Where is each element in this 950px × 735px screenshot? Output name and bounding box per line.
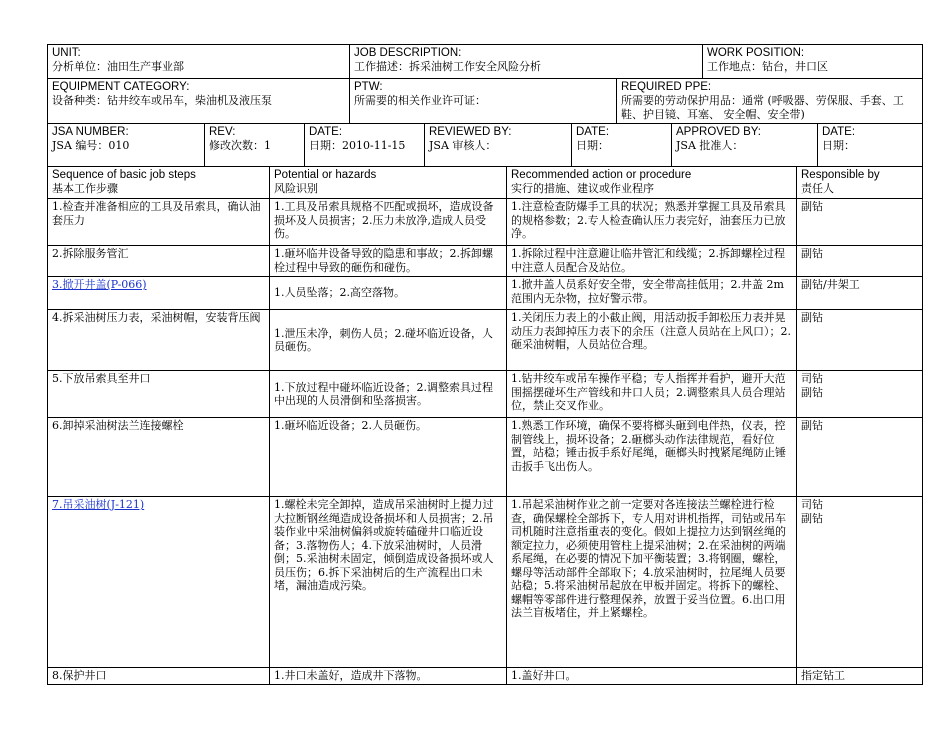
review-date-cell [572,124,672,167]
step-cell: 8.保护井口 [48,668,270,685]
responsible-cell: 指定钻工 [797,668,923,685]
review-date-value: 日期： [576,139,609,152]
reviewed-by-cell [425,124,572,167]
step-cell: 4.拆采油树压力表，采油树帽，安装背压阀 [48,310,270,371]
approved-by-cell [672,124,818,167]
table-row [48,371,923,418]
hazard-cell: 1.螺栓未完全卸掉，造成吊采油树时上提力过大拉断钢丝绳造成设备损坏和人员损害；2.吊装作业中采油树偏斜或旋转磕碰井口临近设备；3.落物伤人；4.下放采油树时，人员滑倒；5.采油树未固定，倾倒造成设备损坏或人员压伤；6.拆下采油树后的生产流程出口未堵，漏油造成污染。 [270,497,507,668]
unit-label: UNIT: [52,47,81,59]
reviewed-by-label: REVIEWED BY: [429,126,512,138]
action-cell: 1.拆除过程中注意避让临井管汇和线缆；2.拆卸螺栓过程中注意人员配合及站位。 [507,246,797,277]
ptw-value: 所需要的相关作业许可证： [354,94,486,107]
equipment-category-cell [48,79,350,124]
job-steps-table [47,166,923,685]
responsible-cell: 副钻 [797,246,923,277]
col-header-steps-en: Sequence of basic job steps [52,169,196,181]
job-description-value: 工作描述：拆采油树工作安全风险分析 [354,60,541,73]
step-cell: 2.拆除服务管汇 [48,246,270,277]
revision-cell [205,124,305,167]
review-date-label: DATE: [576,126,610,138]
work-position-label: WORK POSITION: [707,47,805,59]
hazard-cell: 1.人员坠落；2.高空落物。 [270,277,507,310]
step-cell: 1.检查并准备相应的工具及吊索具，确认油套压力 [48,199,270,246]
table-row [48,418,923,497]
job-description-cell [350,45,703,79]
revision-value: 修改次数：1 [209,139,271,152]
required-ppe-label: REQUIRED PPE: [621,81,712,93]
responsible-cell: 司钻 副钻 [797,371,923,418]
responsible-cell: 副钻/井架工 [797,277,923,310]
action-cell: 1.熟悉工作环境，确保不要将榔头砸到电伴热，仪表，控制管线上，损坏设备；2.砸榔头动作法律规范，看好位置，站稳；锤击扳手系好尾绳，砸榔头时拽紧尾绳防止锤击扳手飞出伤人。 [507,418,797,497]
step-cell[interactable] [48,277,270,310]
jsa-header-table [47,44,923,124]
approved-by-label: APPROVED BY: [676,126,762,138]
action-cell: 1.关闭压力表上的小截止阀，用活动扳手卸松压力表并晃动压力表卸掉压力表下的余压（注意人员站在上风口）；2.砸采油树帽，人员站位合理。 [507,310,797,371]
unit-value: 分析单位：油田生产事业部 [52,60,184,73]
hazard-cell: 1.工具及吊索具规格不匹配或损坏，造成设备损坏及人员损害；2.压力未放净,造成人员受伤。 [270,199,507,246]
step-link-p066[interactable]: 3.掀开井盖(P-066) [52,278,147,291]
step-cell: 5.下放吊索具至井口 [48,371,270,418]
required-ppe-cell [617,79,923,124]
step-link-j121[interactable]: 7.吊采油树(J-121) [52,498,145,511]
action-cell: 1.注意检查防爆手工具的状况；熟悉并掌握工具及吊索具的规格参数；2.专人检查确认压力表完好，油套压力已放净。 [507,199,797,246]
table-row [48,668,923,685]
unit-cell [48,45,350,79]
table-row [48,497,923,668]
table-row [48,199,923,246]
ptw-label: PTW: [354,81,383,93]
table-row [48,246,923,277]
responsible-cell: 副钻 [797,199,923,246]
responsible-cell: 司钻 副钻 [797,497,923,668]
date-cell [305,124,425,167]
col-header-responsible [797,167,923,199]
hazard-cell: 1.砸坏临近设备；2.人员砸伤。 [270,418,507,497]
col-header-hazards-zh: 风险识别 [274,182,318,195]
col-header-responsible-zh: 责任人 [801,182,834,195]
date-value: 日期：2010-11-15 [309,139,406,152]
equipment-category-label: EQUIPMENT CATEGORY: [52,81,190,93]
approval-date-label: DATE: [822,126,856,138]
approval-date-value: 日期： [822,139,855,152]
reviewed-by-value: JSA 审核人： [429,139,497,152]
col-header-actions-zh: 实行的措施、建议或作业程序 [511,182,654,195]
col-header-hazards [270,167,507,199]
jsa-number-label: JSA NUMBER: [52,126,129,138]
col-header-hazards-en: Potential or hazards [274,169,377,181]
approval-date-cell [818,124,923,167]
revision-label: REV: [209,126,236,138]
responsible-cell: 副钻 [797,418,923,497]
col-header-actions [507,167,797,199]
hazard-cell: 1.下放过程中碰坏临近设备；2.调整索具过程中出现的人员滑倒和坠落损害。 [270,371,507,418]
ptw-cell [350,79,617,124]
table-row [48,310,923,371]
required-ppe-value: 所需要的劳动保护用品：通常 (呼吸器、劳保服、手套、工鞋、护目镜、耳塞、 安全帽、安全带) [621,94,904,121]
hazard-cell: 1.泄压未净，刺伤人员；2.碰坏临近设备，人员砸伤。 [270,310,507,371]
job-description-label: JOB DESCRIPTION: [354,47,462,59]
action-cell: 1.钻井绞车或吊车操作平稳；专人指挥并看护，避开大范围摇摆碰坏生产管线和井口人员；2.调整索具人员合理站位，禁止交叉作业。 [507,371,797,418]
table-row [48,277,923,310]
col-header-steps [48,167,270,199]
col-header-responsible-en: Responsible by [801,169,880,181]
col-header-actions-en: Recommended action or procedure [511,169,692,181]
work-position-cell [703,45,923,79]
jsa-approval-table [47,123,923,167]
jsa-sheet [47,44,922,685]
hazard-cell: 1.井口未盖好，造成井下落物。 [270,668,507,685]
action-cell: 1.吊起采油树作业之前一定要对各连接法兰螺栓进行检查，确保螺栓全部拆下，专人用对讲机指挥，司钻或吊车司机随时注意指重表的变化。假如上提拉力达到钢丝绳的额定拉力，必须使用管柱上提采油树；2.在采油树的两端系尾绳，在必要的情况下加平衡装置；3.将钢圈，螺栓，螺母等活动部件全部取下；4.放采油树时，拉尾绳人员要站稳；5.将采油树吊起放在甲板并固定。将拆下的螺栓、螺帽等零部件进行整理保养，放置于妥当位置。6.出口用法兰盲板堵住，并上紧螺栓。 [507,497,797,668]
approved-by-value: JSA 批准人： [676,139,744,152]
step-cell: 6.卸掉采油树法兰连接螺栓 [48,418,270,497]
step-cell[interactable] [48,497,270,668]
action-cell: 1.盖好井口。 [507,668,797,685]
action-cell: 1.掀井盖人员系好安全带，安全带高挂低用；2.井盖 2m 范围内无杂物，拉好警示带。 [507,277,797,310]
jsa-number-cell [48,124,205,167]
jsa-number-value: JSA 编号：010 [52,139,130,152]
col-header-steps-zh: 基本工作步骤 [52,182,118,195]
column-header-row [48,167,923,199]
work-position-value: 工作地点：钻台，井口区 [707,60,828,73]
hazard-cell: 1.砸坏临井设备导致的隐患和事故；2.拆卸螺栓过程中导致的砸伤和碰伤。 [270,246,507,277]
date-label: DATE: [309,126,343,138]
equipment-category-value: 设备种类：钻井绞车或吊车，柴油机及液压泵 [52,94,272,107]
responsible-cell: 副钻 [797,310,923,371]
